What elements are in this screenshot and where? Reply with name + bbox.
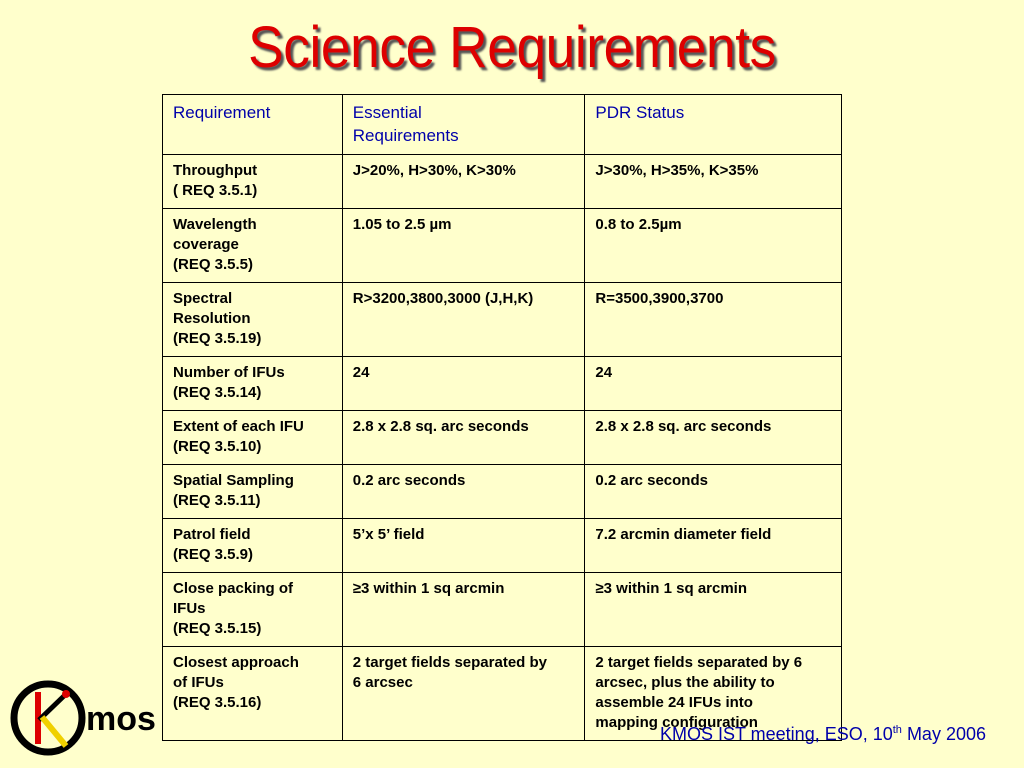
cell-requirement: Spectral Resolution (REQ 3.5.19) — [163, 283, 343, 357]
table-row — [163, 411, 842, 465]
cell-requirement: Close packing of IFUs (REQ 3.5.15) — [163, 573, 343, 647]
cell-essential: J>20%, H>30%, K>30% — [342, 155, 585, 209]
logo-k-arm — [39, 694, 66, 720]
logo-ring — [14, 684, 82, 752]
cell-pdr-status: ≥3 within 1 sq arcmin — [585, 573, 842, 647]
cell-pdr-status: J>30%, H>35%, K>35% — [585, 155, 842, 209]
footer-superscript: th — [892, 724, 902, 736]
cell-essential: 2.8 x 2.8 sq. arc seconds — [342, 411, 585, 465]
cell-essential: R>3200,3800,3000 (J,H,K) — [342, 283, 585, 357]
requirements-table — [162, 94, 842, 741]
cell-essential: 5’x 5’ field — [342, 519, 585, 573]
header-requirement: Requirement — [163, 95, 343, 155]
footer-suffix: May 2006 — [901, 724, 986, 744]
cell-essential: 24 — [342, 357, 585, 411]
table-row — [163, 155, 842, 209]
cell-pdr-status: R=3500,3900,3700 — [585, 283, 842, 357]
table-row — [163, 519, 842, 573]
cell-pdr-status: 2 target fields separated by 6 arcsec, plus the ability to assemble 24 IFUs into mapping configuration — [585, 647, 842, 741]
logo-dot — [62, 690, 70, 698]
cell-essential: 1.05 to 2.5 µm — [342, 209, 585, 283]
table-row — [163, 573, 842, 647]
cell-pdr-status: 0.8 to 2.5µm — [585, 209, 842, 283]
cell-requirement: Wavelength coverage (REQ 3.5.5) — [163, 209, 343, 283]
table-row — [163, 465, 842, 519]
cell-pdr-status: 7.2 arcmin diameter field — [585, 519, 842, 573]
logo-text: mos — [86, 700, 156, 738]
cell-requirement: Number of IFUs (REQ 3.5.14) — [163, 357, 343, 411]
cell-essential: 0.2 arc seconds — [342, 465, 585, 519]
footer-caption — [660, 724, 986, 745]
cell-pdr-status: 0.2 arc seconds — [585, 465, 842, 519]
header-pdr-status: PDR Status — [585, 95, 842, 155]
cell-requirement: Extent of each IFU (REQ 3.5.10) — [163, 411, 343, 465]
table-row — [163, 283, 842, 357]
table-header-row — [163, 95, 842, 155]
cell-essential: ≥3 within 1 sq arcmin — [342, 573, 585, 647]
table-row — [163, 357, 842, 411]
logo-k-leg — [42, 717, 66, 746]
cell-requirement: Spatial Sampling (REQ 3.5.11) — [163, 465, 343, 519]
kmos-logo — [8, 672, 168, 762]
cell-pdr-status: 24 — [585, 357, 842, 411]
cell-requirement: Throughput ( REQ 3.5.1) — [163, 155, 343, 209]
cell-pdr-status: 2.8 x 2.8 sq. arc seconds — [585, 411, 842, 465]
table-row — [163, 209, 842, 283]
header-essential-requirements: Essential Requirements — [342, 95, 585, 155]
footer-prefix: KMOS IST meeting, ESO, 10 — [659, 724, 893, 744]
slide-title: Science Requirements — [248, 15, 776, 80]
cell-requirement: Patrol field (REQ 3.5.9) — [163, 519, 343, 573]
cell-requirement: Closest approach of IFUs (REQ 3.5.16) — [163, 647, 343, 741]
cell-essential: 2 target fields separated by 6 arcsec — [342, 647, 585, 741]
